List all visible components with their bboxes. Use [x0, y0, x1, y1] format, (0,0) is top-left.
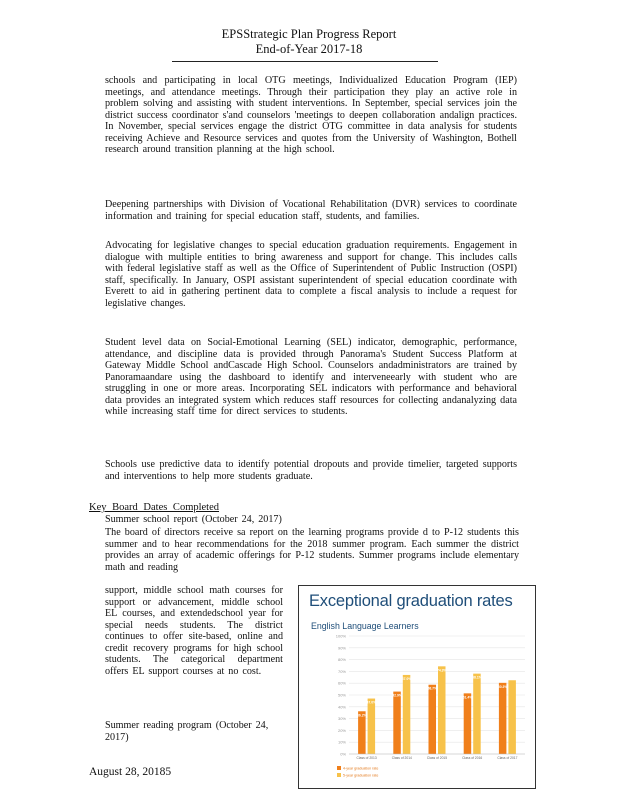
bar-data-label: 51.4%	[462, 695, 473, 700]
legend-label: 4-year graduation rate	[343, 766, 379, 771]
x-tick-label: Class of 2015	[426, 756, 448, 760]
y-tick-label: 10%	[337, 739, 346, 745]
bar-data-label: 36.2%	[357, 713, 367, 718]
title-underline	[172, 61, 438, 62]
chart-title: Exceptional graduation rates	[309, 592, 513, 610]
x-tick-label: Class of 2017	[497, 756, 518, 760]
bar-five-year	[403, 675, 411, 754]
y-tick-label: 50%	[337, 692, 346, 698]
y-tick-label: 70%	[337, 668, 346, 674]
board-date-label: Summer reading program (October 24, 2017)	[105, 720, 269, 743]
bar-four-year	[393, 692, 401, 754]
bar-five-year	[368, 699, 376, 754]
y-tick-label: 80%	[337, 657, 346, 663]
x-tick-label: Class of 2016	[462, 756, 483, 760]
chart-subtitle: English Language Learners	[311, 621, 419, 631]
board-date-label: Summer school report (October 24, 2017)	[105, 514, 282, 525]
board-date-item	[89, 720, 289, 743]
y-tick-label: 90%	[337, 645, 346, 651]
bar-data-label: 68.1%	[472, 675, 482, 680]
bar-five-year	[508, 680, 516, 754]
legend-swatch	[337, 766, 341, 770]
y-tick-label: 30%	[337, 716, 346, 722]
bar-data-label: 74.3%	[436, 668, 447, 673]
x-tick-label: Class of 2014	[391, 756, 412, 760]
bar-four-year	[499, 683, 507, 754]
bar-data-label: 52.9%	[392, 693, 402, 698]
bar-data-label: 58.7%	[427, 686, 438, 691]
y-tick-label: 60%	[337, 680, 346, 686]
x-tick-label: Class of 2013	[356, 756, 377, 760]
board-date-item	[89, 514, 517, 526]
report-subtitle: End-of-Year 2017-18	[255, 42, 363, 56]
list-item-text: Schools use predictive data to identify potential dropouts and provide timelier, targeted supports and interventions to help more students graduate.	[105, 459, 517, 482]
list-item-text: Advocating for legislative changes to special education graduation requirements. Engagement in dialogue with multiple entities to bring awareness and support for change. This includes calls with federal legislative staff as well as the Office of Superintendent of Public Instruction (OSPI) staff, specifically. In January, OSPI assistant superintendent of special education coordinate with Everett to aid in gathering pertinent data to complete a fiscal analysis to include a request for legislative changes.	[105, 240, 517, 309]
list-item	[89, 459, 517, 482]
y-tick-label: 0%	[340, 751, 346, 757]
graduation-rates-chart	[298, 585, 536, 789]
footer-date: August 28, 20185	[89, 766, 172, 778]
y-tick-label: 100%	[335, 633, 346, 639]
bar-four-year	[429, 685, 437, 754]
chart-plot	[299, 586, 535, 788]
list-item-text: Student level data on Social-Emotional Learning (SEL) indicator, demographic, performance, attendance, and discipline data is provided through Panorama's Student Success Platform at Gateway Middle School andCascade High School. Counselors andadministrators are trained by Panoramaandare using the dashboard to identify and interveneearly with student who are struggling in one or more areas. Incorporating SEL indicators with performance and behavioral data provides an integrated system which reduces staff resources for collecting andanalyzing data while increasing staff time for direct services to students.	[105, 337, 517, 418]
bar-five-year	[473, 674, 481, 754]
y-tick-label: 20%	[337, 727, 346, 733]
legend-swatch	[337, 773, 341, 777]
bar-four-year	[464, 693, 472, 754]
board-date-description-continued: support, middle school math courses for support or advancement, middle school EL courses, and extendedschool year for special needs students. The district continues to offer site-based, online and credit recovery programs for high school students. The categorical department offers EL support courses at no cost.	[105, 585, 283, 677]
list-item-text: Deepening partnerships with Division of Vocational Rehabilitation (DVR) services to coordinate information and training for special education staff, students, and families.	[105, 199, 517, 222]
list-item	[89, 240, 517, 309]
y-tick-label: 40%	[337, 704, 346, 710]
bar-four-year	[358, 711, 366, 754]
board-date-description: The board of directors receive sa report on the learning programs provide d to P-12 students this summer and to hear recommendations for the 2018 summer program. Each summer the district provides an array of academic offerings for P-12 students. Summer programs include elementary math and reading	[105, 527, 519, 573]
bar-five-year	[438, 666, 446, 754]
intro-paragraph: schools and participating in local OTG meetings, Individualized Education Program (IEP) meetings, and attendance meetings. Through their participation they play an active role in problem solving and assisting with student interventions. In September, special services join the district success coordinator s'and counselors 'meetings to deepen collaboration andalign practices. In November, special services engage the district OTG committee in data analysis for students receiving Achieve and Resource services and quotes from the University of Washington, Bothell research around transition planning at the high school.	[105, 75, 517, 156]
report-title: EPSStrategic Plan Progress Report	[221, 27, 397, 41]
section-heading: Key Board Dates Completed	[89, 502, 220, 513]
bar-data-label: 67.0%	[401, 676, 412, 681]
bar-data-label: 60.3%	[497, 684, 508, 689]
bar-data-label: 47.0%	[366, 700, 377, 705]
list-item	[89, 199, 517, 222]
list-item	[89, 337, 517, 418]
legend-label: 5-year graduation rate	[343, 773, 379, 778]
